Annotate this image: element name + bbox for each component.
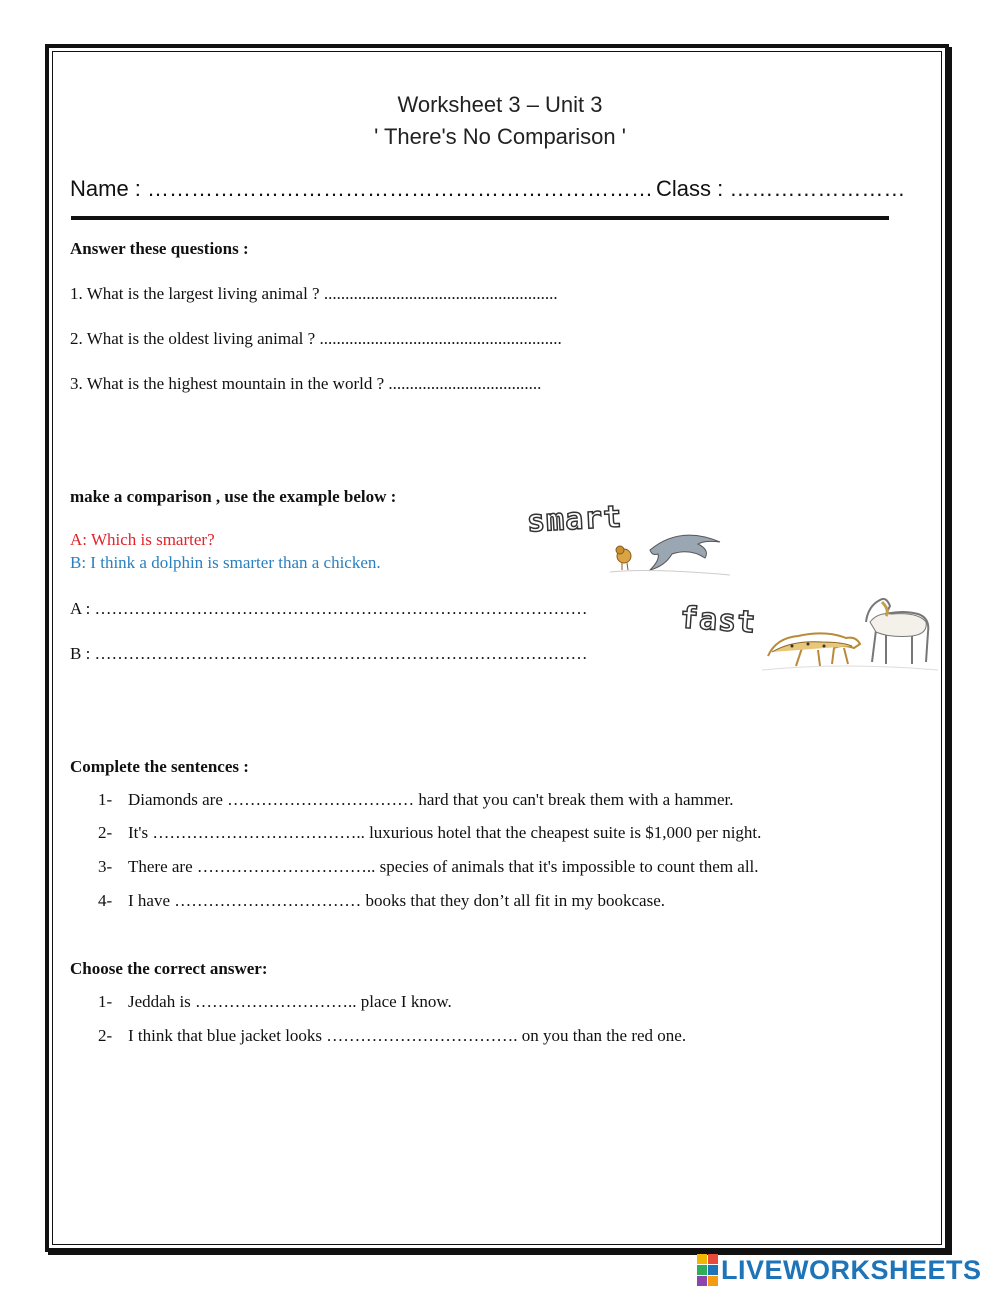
liveworksheets-logo[interactable] xyxy=(697,1255,982,1285)
class-field[interactable]: Class : …………………… xyxy=(656,176,906,201)
item-text: I have …………………………… books that they don’t all fit in my bookcase. xyxy=(128,891,666,910)
complete-item-2[interactable] xyxy=(98,823,761,843)
section-comparison-heading: make a comparison , use the example below : xyxy=(70,487,397,506)
question-3[interactable]: 3. What is the highest mountain in the world ? .................................... xyxy=(70,374,542,393)
complete-item-1[interactable] xyxy=(98,790,733,810)
dolphin-chicken-image xyxy=(610,520,730,580)
item-number: 4- xyxy=(98,891,113,910)
choose-item-2[interactable] xyxy=(98,1026,686,1046)
name-field[interactable]: Name : …………………………………………………………… xyxy=(70,176,654,201)
item-number: 2- xyxy=(98,1026,113,1045)
smart-wordart: smart xyxy=(526,499,624,540)
example-answer: B: I think a dolphin is smarter than a chicken. xyxy=(70,553,381,572)
item-text: Diamonds are …………………………… hard that you can't break them with a hammer. xyxy=(128,790,734,809)
worksheet-title: Worksheet 3 – Unit 3 xyxy=(397,92,603,117)
choose-item-1[interactable] xyxy=(98,992,452,1012)
example-question: A: Which is smarter? xyxy=(70,530,215,549)
complete-item-4[interactable] xyxy=(98,891,665,911)
answer-b-field[interactable]: B : …………………………………………………………………………… xyxy=(70,644,588,663)
item-number: 3- xyxy=(98,857,113,876)
item-number: 2- xyxy=(98,823,113,842)
item-text: There are ………………………….. species of animals that it's impossible to count them all. xyxy=(128,857,759,876)
question-2[interactable]: 2. What is the oldest living animal ? ......................................................... xyxy=(70,329,562,348)
section-answer-questions-heading: Answer these questions : xyxy=(70,239,249,258)
header-divider xyxy=(71,216,889,220)
question-1[interactable]: 1. What is the largest living animal ? ....................................................... xyxy=(70,284,558,303)
logo-blocks-icon xyxy=(697,1254,718,1286)
cheetah-horse-image xyxy=(762,592,938,674)
item-number: 1- xyxy=(98,992,113,1011)
logo-text: LIVEWORKSHEETS xyxy=(721,1254,982,1285)
section-choose-answer-heading: Choose the correct answer: xyxy=(70,959,268,978)
item-text: Jeddah is ……………………….. place I know. xyxy=(128,992,452,1011)
worksheet-subtitle: ' There's No Comparison ' xyxy=(374,124,626,149)
item-text: It's ……………………………….. luxurious hotel that the cheapest suite is $1,000 per night. xyxy=(128,823,762,842)
answer-a-field[interactable]: A : …………………………………………………………………………… xyxy=(70,599,588,618)
complete-item-3[interactable] xyxy=(98,857,759,877)
section-complete-sentences-heading: Complete the sentences : xyxy=(70,757,249,776)
item-number: 1- xyxy=(98,790,113,809)
fast-wordart: fast xyxy=(678,600,758,641)
item-text: I think that blue jacket looks ……………………………. on you than the red one. xyxy=(128,1026,687,1045)
